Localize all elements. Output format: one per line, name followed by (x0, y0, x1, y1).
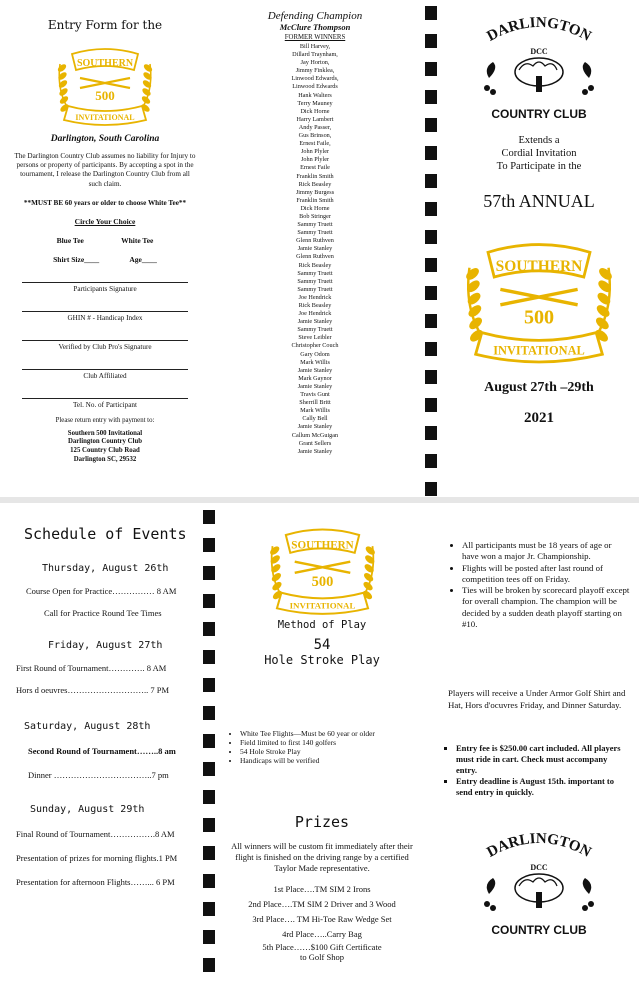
checker-square (425, 300, 437, 314)
checker-square (425, 6, 437, 20)
return-note: Please return entry with payment to: (55, 416, 155, 424)
checker-square (425, 454, 437, 468)
checker-square (203, 566, 215, 580)
schedule-item: Call for Practice Round Tee Times (44, 608, 162, 618)
checker-square (425, 384, 437, 398)
checker-square (425, 174, 437, 188)
shirt-size-field[interactable]: Shirt Size____ (53, 254, 100, 264)
winner-name: Jamie Stanley (297, 423, 333, 431)
checker-square (203, 622, 215, 636)
cover-panel (445, 8, 633, 493)
signature-label: Participants Signature (73, 284, 137, 293)
annual-label: 57th ANNUAL (483, 191, 595, 211)
prize-item: 3rd Place…. TM Hi-Toe Raw Wedge Set (252, 914, 392, 924)
fees-list (448, 743, 630, 798)
checker-square (203, 636, 215, 650)
day-heading: Saturday, August 28th (24, 721, 151, 732)
age-field[interactable]: Age____ (129, 254, 157, 264)
winner-name: John Plyler (300, 156, 330, 164)
eligibility-item: • All participants must be 18 years of age or have won a major Jr. Championship. (462, 540, 630, 563)
checker-square (203, 524, 215, 538)
checker-square (425, 48, 437, 62)
checker-square (203, 734, 215, 748)
pro-signature-label: Verified by Club Pro's Signature (58, 342, 152, 351)
checker-square (203, 650, 215, 664)
winner-name: Christopher Couch (291, 342, 339, 350)
winner-name: Steve Leibler (298, 334, 332, 342)
club-label: Club Affiliated (83, 371, 127, 380)
winner-name: Joe Hendrick (298, 293, 332, 301)
winner-name: Jamie Stanley (297, 366, 333, 374)
former-winners-label: FORMER WINNERS (284, 34, 346, 41)
checker-square (425, 468, 437, 482)
fee-item: ▪ Entry fee is $250.00 cart included. All players must ride in cart. Check must accompany entry. (456, 743, 630, 776)
logo-line3: INVITATIONAL (75, 113, 135, 122)
schedule-item: Final Round of Tournament…………….8 AM (16, 829, 175, 839)
checker-square (425, 272, 437, 286)
champions-panel (240, 10, 390, 490)
prizes-intro: All winners will be custom fit immediately after their flight is finished on the driving range by a certified Taylor Made representative. (231, 841, 413, 873)
checker-square (425, 342, 437, 356)
checker-square (203, 804, 215, 818)
winner-name: Dick Horne (300, 107, 330, 115)
checkered-stripe (425, 6, 437, 496)
winner-name: Jimmy Finklea, (295, 67, 335, 75)
checker-square (203, 818, 215, 832)
checker-square (203, 902, 215, 916)
club-name-top: DARLINGTON (484, 14, 594, 45)
checker-square (425, 34, 437, 48)
prize-item: 5th Place……$100 Gift Certificate (262, 942, 382, 952)
golf-clubs-icon (80, 78, 130, 88)
checkered-stripe (203, 510, 215, 998)
checker-square (425, 328, 437, 342)
rules-panel (448, 540, 630, 995)
schedule-item: Second Round of Tournament……..8 am (28, 746, 176, 756)
logo-line1: SOUTHERN (76, 58, 134, 69)
golf-clubs-icon (294, 562, 350, 573)
checker-square (425, 230, 437, 244)
prize-item: 2nd Place….TM SIM 2 Driver and 3 Wood (248, 899, 396, 909)
southern-500-logo (454, 224, 624, 364)
schedule-item: Presentation for afternoon Flights……... 6 PM (16, 877, 175, 887)
winner-name: Mark Gaynor (298, 374, 332, 382)
club-initials: DCC (530, 862, 548, 872)
winner-name: Mark Willis (300, 407, 330, 415)
tournament-year: 2021 (524, 410, 554, 426)
winner-name: Franklin Smith (296, 172, 334, 180)
blue-tee-option[interactable]: Blue Tee (56, 235, 84, 245)
checker-square (425, 146, 437, 160)
checker-square (425, 244, 437, 258)
winner-name: Sammy Truett (297, 229, 333, 237)
logo-line1: SOUTHERN (290, 539, 354, 552)
checker-square (203, 930, 215, 944)
winner-name: Andy Passer, (298, 123, 332, 131)
logo-line1: SOUTHERN (495, 257, 583, 275)
winner-name: Jimmy Burgess (295, 188, 335, 196)
day-heading: Sunday, August 29th (30, 804, 145, 815)
schedule-item: Presentation of prizes for morning flights.1 PM (16, 853, 178, 863)
signature-line[interactable] (22, 282, 188, 283)
checker-square (425, 76, 437, 90)
checker-square (203, 860, 215, 874)
winner-name: Glenn Ruthven (296, 253, 334, 261)
winner-name: Sammy Truett (297, 221, 333, 229)
checker-square (425, 426, 437, 440)
checker-square (203, 916, 215, 930)
checker-square (203, 958, 215, 972)
prizes-title: Prizes (294, 813, 350, 831)
entry-form-heading: Entry Form for the (47, 18, 163, 32)
play-prizes-panel (222, 515, 422, 995)
winner-name: Jay Horton, (300, 59, 330, 67)
winner-name: Joe Hendrick (298, 310, 332, 318)
winner-name: Travis Gunt (300, 391, 330, 399)
play-type: Hole Stroke Play (264, 653, 380, 667)
winner-name: Harry Lambert (296, 115, 334, 123)
address-line: 125 Country Club Road (70, 447, 140, 454)
checker-square (425, 286, 437, 300)
winner-name: Bob Stringer (299, 212, 331, 220)
winner-name: Franklin Smith (296, 196, 334, 204)
logo-line2: 500 (523, 306, 555, 329)
prizes-list (222, 882, 422, 962)
winner-name: Rick Beasley (298, 302, 332, 309)
winner-name: Callum McGuigan (291, 431, 339, 439)
checker-square (425, 440, 437, 454)
checker-square (203, 888, 215, 902)
checker-square (203, 706, 215, 720)
checker-square (203, 664, 215, 678)
winner-name: Cally Bell (302, 415, 328, 423)
checker-square (203, 692, 215, 706)
schedule-item: Course Open for Practice…………… 8 AM (26, 586, 177, 596)
checker-square (203, 748, 215, 762)
prize-item: 4rd Place…..Carry Bag (282, 929, 362, 939)
play-rule-item: • Field limited to first 140 golfers (240, 738, 422, 747)
checker-square (203, 846, 215, 860)
winner-name: John Plyler (300, 148, 330, 156)
day-heading: Friday, August 27th (48, 640, 163, 651)
checker-square (203, 678, 215, 692)
checker-square (425, 398, 437, 412)
phone-line[interactable] (22, 398, 188, 399)
prize-item: 1st Place….TM SIM 2 Irons (273, 884, 371, 894)
winner-name: Mark Willis (300, 358, 330, 366)
invitation-line: Cordial Invitation (501, 148, 577, 159)
checker-square (425, 216, 437, 230)
checker-square (203, 538, 215, 552)
white-tee-option[interactable]: White Tee (121, 235, 154, 245)
golf-clubs-icon (500, 289, 577, 304)
pro-signature-line[interactable] (22, 340, 188, 341)
winner-name: Sammy Truett (297, 285, 333, 293)
fee-item: ▪ Entry deadline is August 15th. important to send entry in quickly. (456, 776, 630, 798)
winner-name: Dick Horne (300, 204, 330, 212)
winner-name: Linwood Edwards (292, 83, 338, 91)
checker-square (425, 62, 437, 76)
player-gifts: Players will receive a Under Armor Golf Shirt and Hat, Hors d'ocuvres Friday, and Dinner Saturday. (448, 688, 626, 710)
club-name-top: DARLINGTON (484, 830, 594, 861)
club-name-bottom: COUNTRY CLUB (491, 107, 587, 121)
eligibility-item: • Ties will be broken by scorecard playoff except for overall champion. The champion will be decided by a sudden death playoff starting on #10. (462, 585, 630, 630)
checker-square (425, 258, 437, 272)
checker-square (203, 776, 215, 790)
darlington-country-club-logo (459, 824, 619, 942)
prize-item: to Golf Shop (300, 952, 344, 962)
age-note: **MUST BE 60 years or older to choose White Tee** (23, 198, 187, 207)
checker-square (425, 370, 437, 384)
play-rule-item: • White Tee Flights—Must be 60 year or older (240, 729, 422, 738)
entry-form-panel (10, 12, 200, 492)
logo-line3: INVITATIONAL (289, 600, 355, 611)
checker-square (203, 972, 215, 986)
checker-square (203, 762, 215, 776)
winner-name: Jamie Stanley (297, 447, 333, 455)
play-rule-item: • 54 Hole Stroke Play (240, 747, 422, 756)
defending-name: McClure Thompson (279, 22, 351, 32)
club-initials: DCC (530, 47, 548, 56)
invitation-text (445, 134, 633, 173)
checker-square (203, 510, 215, 524)
play-rule-item: • Handicaps will be verified (240, 756, 422, 765)
southern-500-logo (260, 515, 385, 615)
ghin-label: GHIN # - Handicap Index (67, 313, 143, 322)
oak-tree-icon (515, 874, 563, 908)
winner-name: Gary Odom (300, 350, 330, 358)
address-line: Southern 500 Invitational (67, 429, 143, 437)
address-line: Darlington SC, 29532 (73, 455, 137, 463)
checker-square (203, 790, 215, 804)
checker-square (425, 314, 437, 328)
eligibility-item: • Flights will be posted after last round of competition tees off on Friday. (462, 563, 630, 586)
winner-name: Gus Brinson, (298, 132, 332, 140)
checker-square (203, 944, 215, 958)
checker-square (425, 412, 437, 426)
ghin-line[interactable] (22, 311, 188, 312)
winner-name: Rick Beasley (298, 180, 332, 188)
southern-500-logo (50, 36, 160, 126)
checker-square (425, 104, 437, 118)
logo-line3: INVITATIONAL (493, 343, 585, 358)
defending-label: Defending Champion (267, 10, 363, 22)
winner-name: Sammy Truett (297, 326, 333, 334)
holes-count: 54 (313, 637, 331, 653)
winner-name: Rick Beasley (298, 261, 332, 269)
checker-square (425, 482, 437, 496)
checker-square (425, 202, 437, 216)
method-of-play: Method of Play (277, 619, 367, 631)
schedule-item: First Round of Tournament…………. 8 AM (16, 663, 167, 673)
circle-choice: Circle Your Choice (74, 216, 136, 226)
checker-square (203, 580, 215, 594)
schedule-item: Hors d oeuvres……………………….. 7 PM (16, 685, 169, 695)
invitation-line: Extends a (518, 135, 560, 146)
checker-square (425, 118, 437, 132)
entry-form-location: Darlington, South Carolina (50, 134, 160, 144)
checker-square (425, 356, 437, 370)
play-rules-list (228, 729, 422, 765)
schedule-title: Schedule of Events (24, 525, 187, 543)
checker-square (425, 90, 437, 104)
checker-square (203, 594, 215, 608)
day-heading: Thursday, August 26th (42, 563, 169, 574)
winner-name: Sammy Truett (297, 269, 333, 277)
winner-name: Linwood Edwards, (291, 75, 339, 83)
checker-square (203, 832, 215, 846)
winner-name: Glenn Ruthven (296, 237, 334, 245)
schedule-panel (16, 525, 196, 995)
mailing-address (10, 430, 200, 464)
winner-name: Jamie Stanley (297, 318, 333, 326)
address-line: Darlington Country Club (67, 438, 143, 446)
club-name-bottom: COUNTRY CLUB (491, 922, 587, 937)
former-winners-list (240, 43, 390, 456)
darlington-country-club-logo (459, 8, 619, 126)
checker-square (425, 20, 437, 34)
checker-square (425, 132, 437, 146)
winner-name: Terry Mauney (297, 99, 333, 107)
schedule-item: Dinner ……………………………..7 pm (28, 770, 169, 780)
winner-name: Bill Harvey, (299, 43, 331, 50)
oak-tree-icon (515, 58, 563, 92)
liability-text: The Darlington Country Club assumes no liability for Injury to persons or property of participants. By accepting a spot in the tournament, I release the Darlington Country Club from all such claim. (14, 152, 196, 188)
winner-name: Dillard Traynham, (292, 51, 338, 59)
winner-name: Grant Sellers (298, 439, 332, 447)
invitation-line: To Participate in the (496, 161, 582, 172)
logo-line2: 500 (95, 88, 115, 103)
club-line[interactable] (22, 369, 188, 370)
checker-square (425, 160, 437, 174)
checker-square (203, 720, 215, 734)
checker-square (203, 552, 215, 566)
checker-square (425, 188, 437, 202)
tournament-dates: August 27th –29th (484, 380, 594, 395)
phone-label: Tel. No. of Participant (73, 400, 137, 409)
logo-line2: 500 (311, 574, 333, 591)
checker-square (203, 608, 215, 622)
winner-name: Sherrill Britt (299, 399, 331, 407)
winner-name: Jamie Stanley (297, 245, 333, 253)
winner-name: Hank Walters (298, 91, 332, 99)
winner-name: Sammy Truett (297, 277, 333, 285)
checker-square (203, 874, 215, 888)
winner-name: Ernest Faile, (299, 140, 331, 148)
eligibility-list (448, 540, 630, 630)
winner-name: Jamie Stanley (297, 382, 333, 390)
winner-name: Ernest Faile (300, 164, 330, 172)
